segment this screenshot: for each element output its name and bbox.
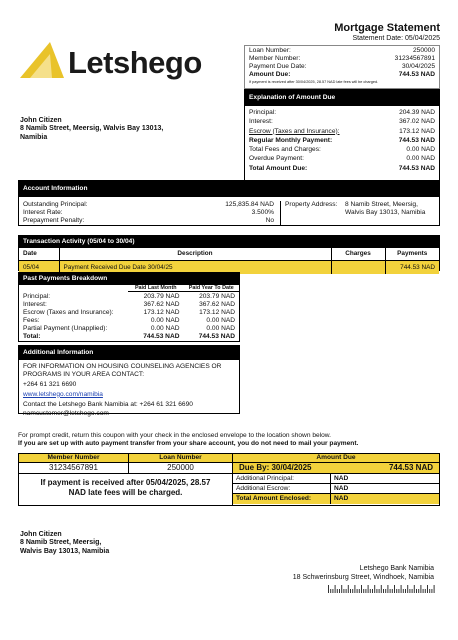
coupon-loan-number: 250000 bbox=[129, 463, 233, 473]
past-payments-box bbox=[18, 272, 240, 342]
customer-address bbox=[20, 117, 163, 142]
past-payments-rows bbox=[19, 292, 239, 341]
past-payment-ytd: 744.53 NAD bbox=[198, 332, 235, 340]
past-payment-last-month: 0.00 NAD bbox=[150, 325, 180, 333]
list-item bbox=[249, 155, 435, 163]
explanation-label: Regular Monthly Payment: bbox=[249, 136, 333, 144]
bank-contact: Contact the Letshego Bank Namibia at: +264 61 321 6690 bbox=[23, 400, 193, 408]
loan-summary-value: 250000 bbox=[412, 47, 435, 54]
loan-summary-label: Member Number: bbox=[249, 54, 301, 62]
barcode-bar bbox=[412, 589, 413, 593]
past-payment-ytd: 0.00 NAD bbox=[206, 317, 235, 325]
explanation-label: Total Fees and Charges: bbox=[249, 146, 321, 154]
mailing-address bbox=[20, 531, 109, 556]
barcode-bar bbox=[409, 589, 410, 593]
property-address-line2: Walvis Bay 13013, Namibia bbox=[345, 208, 426, 216]
explanation-value: 0.00 NAD bbox=[406, 146, 435, 154]
additional-principal-field[interactable]: NAD bbox=[334, 475, 349, 482]
logo-triangle-icon bbox=[20, 40, 64, 80]
logo-text: Letshego bbox=[68, 45, 202, 80]
coupon-member-header: Member Number bbox=[19, 454, 129, 462]
col-charges: Charges bbox=[331, 248, 385, 260]
additional-escrow-field[interactable]: NAD bbox=[334, 485, 349, 492]
barcode-bar bbox=[396, 589, 397, 593]
account-info-label: Outstanding Principal: bbox=[23, 200, 88, 208]
barcode-bar bbox=[361, 585, 362, 593]
list-item bbox=[23, 209, 274, 217]
barcode-bar bbox=[427, 585, 428, 593]
coupon-amount-header: Amount Due bbox=[316, 454, 356, 461]
barcode-bar bbox=[372, 589, 373, 593]
col-payments: Payments bbox=[397, 249, 428, 257]
additional-escrow-label: Additional Escrow: bbox=[233, 484, 331, 493]
account-info-heading: Account Information bbox=[19, 181, 439, 197]
list-item bbox=[249, 146, 435, 154]
explanation-label: Overdue Payment: bbox=[249, 155, 304, 163]
past-payments-heading: Past Payments Breakdown bbox=[19, 273, 239, 285]
coupon-due-date: Due By: 30/04/2025 bbox=[239, 463, 312, 472]
past-payment-label: Partial Payment (Unapplied): bbox=[23, 325, 108, 333]
barcode-bar bbox=[434, 585, 435, 593]
explanation-label: Principal: bbox=[249, 108, 277, 116]
barcode-bar bbox=[379, 589, 380, 593]
total-enclosed-field[interactable]: NAD bbox=[334, 495, 349, 502]
past-payment-ytd: 203.79 NAD bbox=[199, 293, 235, 301]
barcode-bar bbox=[335, 585, 336, 593]
barcode-bar bbox=[339, 589, 340, 593]
past-payment-ytd: 367.62 NAD bbox=[199, 301, 235, 309]
barcode-bar bbox=[390, 589, 391, 593]
past-payment-last-month: 173.12 NAD bbox=[143, 309, 180, 317]
list-item bbox=[249, 47, 435, 55]
list-item bbox=[23, 217, 274, 225]
row-date: 05/04 bbox=[19, 260, 59, 274]
barcode-bar bbox=[401, 585, 402, 593]
row-description: Payment Received Due Date 30/04/25 bbox=[59, 260, 331, 274]
past-payment-last-month: 203.79 NAD bbox=[143, 293, 180, 301]
loan-summary-value: 31234567891 bbox=[394, 54, 435, 62]
list-item bbox=[249, 165, 435, 173]
table-row bbox=[19, 325, 239, 333]
account-info-value: 125,835.84 NAD bbox=[225, 200, 274, 208]
explanation-value: 744.53 NAD bbox=[398, 136, 435, 144]
account-info-value: 3.500% bbox=[251, 208, 274, 216]
loan-summary-label: Loan Number: bbox=[249, 47, 291, 54]
additional-info-box bbox=[18, 345, 240, 418]
explanation-value: 0.00 NAD bbox=[406, 155, 435, 163]
barcode-bar bbox=[418, 589, 419, 593]
barcode-bar bbox=[407, 585, 408, 593]
past-payment-label: Fees: bbox=[23, 317, 40, 325]
email-text: namcustomer@letshego.com bbox=[23, 410, 109, 418]
list-item bbox=[249, 118, 435, 126]
mailing-name: John Citizen bbox=[20, 531, 62, 538]
customer-name: John Citizen bbox=[20, 117, 62, 124]
explanation-rows bbox=[245, 106, 439, 177]
barcode-bar bbox=[431, 589, 432, 593]
barcode-bar bbox=[381, 585, 382, 593]
transaction-heading: Transaction Activity (05/04 to 30/04) bbox=[19, 236, 439, 248]
coupon-late-note: If payment is received after 05/04/2025, 28.57 NAD late fees will be charged. bbox=[19, 474, 233, 505]
barcode-bar bbox=[387, 585, 388, 593]
list-item bbox=[249, 63, 435, 71]
bank-name: Letshego Bank Namibia bbox=[359, 565, 434, 572]
list-item bbox=[23, 201, 274, 209]
counseling-phone: +264 61 321 6690 bbox=[23, 380, 77, 388]
barcode-bar bbox=[348, 585, 349, 593]
account-info-box bbox=[18, 180, 440, 226]
statement-date: Statement Date: 05/04/2025 bbox=[352, 35, 440, 43]
coupon-instruction-1: For prompt credit, return this coupon with your check in the enclosed envelope to the location shown below. bbox=[18, 432, 332, 439]
barcode-bar bbox=[392, 589, 393, 593]
past-payment-ytd: 0.00 NAD bbox=[206, 325, 235, 333]
col-paid-last-month: Paid Last Month bbox=[128, 285, 184, 292]
late-fee-note: If payment is received after 30/04/2025, 28.57 NAD late fees will be charged. bbox=[249, 79, 379, 84]
barcode-bar bbox=[341, 585, 342, 593]
barcode-bar bbox=[416, 589, 417, 593]
table-row bbox=[19, 309, 239, 317]
barcode-bar bbox=[368, 585, 369, 593]
past-payment-label: Total: bbox=[23, 332, 41, 340]
total-enclosed-label: Total Amount Enclosed: bbox=[233, 494, 331, 504]
barcode-bar bbox=[359, 589, 360, 593]
explanation-value: 367.02 NAD bbox=[399, 118, 435, 126]
barcode-bar bbox=[425, 589, 426, 593]
postal-barcode bbox=[328, 585, 436, 593]
list-item bbox=[249, 137, 435, 145]
account-info-rows bbox=[23, 201, 281, 225]
property-address-label: Property Address: bbox=[285, 200, 338, 208]
bank-street: 18 Schwerinsburg Street, Windhoek, Namibia bbox=[292, 574, 434, 582]
barcode-bar bbox=[330, 589, 331, 593]
loan-summary-value: 744.53 NAD bbox=[398, 70, 435, 78]
transaction-box bbox=[18, 235, 440, 271]
table-row bbox=[19, 333, 239, 341]
barcode-bar bbox=[354, 585, 355, 593]
additional-principal-label: Additional Principal: bbox=[233, 474, 331, 483]
loan-summary-rows bbox=[249, 47, 435, 79]
loan-summary-value: 30/04/2025 bbox=[401, 62, 435, 70]
table-row bbox=[19, 293, 239, 301]
additional-info-heading: Additional Information bbox=[19, 346, 239, 360]
mailing-line1: 8 Namib Street, Meersig, bbox=[20, 539, 102, 547]
col-paid-ytd: Paid Year To Date bbox=[184, 285, 240, 292]
list-item bbox=[249, 71, 435, 79]
barcode-bar bbox=[405, 589, 406, 593]
customer-address-line2: Namibia bbox=[20, 133, 48, 141]
mailing-line2: Walvis Bay 13013, Namibia bbox=[20, 547, 110, 555]
barcode-bar bbox=[376, 589, 377, 593]
table-row bbox=[19, 301, 239, 309]
account-info-label: Interest Rate: bbox=[23, 208, 63, 216]
barcode-bar bbox=[370, 589, 371, 593]
customer-address-line1: 8 Namib Street, Meersig, Walvis Bay 13013, bbox=[20, 125, 164, 133]
barcode-bar bbox=[429, 589, 430, 593]
barcode-bar bbox=[385, 589, 386, 593]
past-payment-last-month: 367.62 NAD bbox=[143, 301, 180, 309]
explanation-label: Escrow (Taxes and Insurance): bbox=[249, 127, 340, 135]
website-link[interactable]: www.letshego.com/namibia bbox=[23, 390, 103, 398]
page-title: Mortgage Statement bbox=[334, 22, 440, 34]
past-payment-last-month: 744.53 NAD bbox=[143, 332, 180, 340]
barcode-bar bbox=[332, 589, 333, 593]
past-payment-ytd: 173.12 NAD bbox=[199, 309, 235, 317]
coupon-instructions bbox=[18, 432, 440, 448]
barcode-bar bbox=[374, 585, 375, 593]
barcode-bar bbox=[343, 589, 344, 593]
past-payment-label: Principal: bbox=[23, 293, 51, 301]
barcode-bar bbox=[394, 585, 395, 593]
barcode-bar bbox=[337, 589, 338, 593]
barcode-bar bbox=[365, 589, 366, 593]
barcode-bar bbox=[363, 589, 364, 593]
barcode-bar bbox=[420, 585, 421, 593]
transaction-table bbox=[19, 248, 439, 274]
barcode-bar bbox=[383, 589, 384, 593]
loan-summary-box bbox=[244, 45, 440, 89]
explanation-box bbox=[244, 89, 440, 193]
past-payment-label: Interest: bbox=[23, 301, 47, 309]
explanation-label: Interest: bbox=[249, 118, 273, 126]
account-info-label: Prepayment Penalty: bbox=[23, 216, 85, 224]
explanation-heading: Explanation of Amount Due bbox=[245, 90, 439, 106]
row-payments: 744.53 NAD bbox=[400, 263, 435, 271]
past-payment-last-month: 0.00 NAD bbox=[150, 317, 180, 325]
barcode-bar bbox=[328, 585, 329, 593]
explanation-value: 744.53 NAD bbox=[398, 164, 435, 172]
barcode-bar bbox=[346, 589, 347, 593]
row-charges bbox=[331, 260, 385, 274]
barcode-bar bbox=[398, 589, 399, 593]
barcode-bar bbox=[357, 589, 358, 593]
past-payment-label: Escrow (Taxes and Insurance): bbox=[23, 309, 114, 317]
loan-summary-label: Amount Due: bbox=[249, 70, 291, 78]
coupon-instruction-2: If you are set up with auto payment transfer from your share account, you do not need to mail your payment. bbox=[18, 439, 359, 447]
list-item bbox=[249, 55, 435, 63]
bank-address bbox=[293, 565, 434, 583]
table-row bbox=[19, 317, 239, 325]
property-address-line1: 8 Namib Street, Meersig, bbox=[345, 200, 418, 208]
barcode-bar bbox=[350, 589, 351, 593]
company-logo bbox=[20, 40, 200, 84]
list-item bbox=[249, 109, 435, 117]
barcode-bar bbox=[423, 589, 424, 593]
col-date: Date bbox=[19, 248, 59, 260]
list-item bbox=[249, 128, 435, 136]
coupon-member-number: 31234567891 bbox=[19, 463, 129, 473]
coupon-due-amount: 744.53 NAD bbox=[388, 463, 433, 472]
loan-summary-label: Payment Due Date: bbox=[249, 62, 307, 70]
col-description: Description bbox=[59, 248, 331, 260]
payment-coupon bbox=[18, 453, 440, 506]
barcode-bar bbox=[352, 589, 353, 593]
barcode-bar bbox=[414, 585, 415, 593]
explanation-value: 204.39 NAD bbox=[399, 108, 435, 116]
account-info-value: No bbox=[265, 216, 274, 224]
explanation-label: Total Amount Due: bbox=[249, 164, 308, 172]
coupon-loan-header: Loan Number bbox=[129, 454, 233, 462]
explanation-value: 173.12 NAD bbox=[399, 127, 435, 135]
barcode-bar bbox=[403, 589, 404, 593]
counseling-text: FOR INFORMATION ON HOUSING COUNSELING AGENCIES OR PROGRAMS IN YOUR AREA CONTACT: bbox=[23, 362, 222, 378]
